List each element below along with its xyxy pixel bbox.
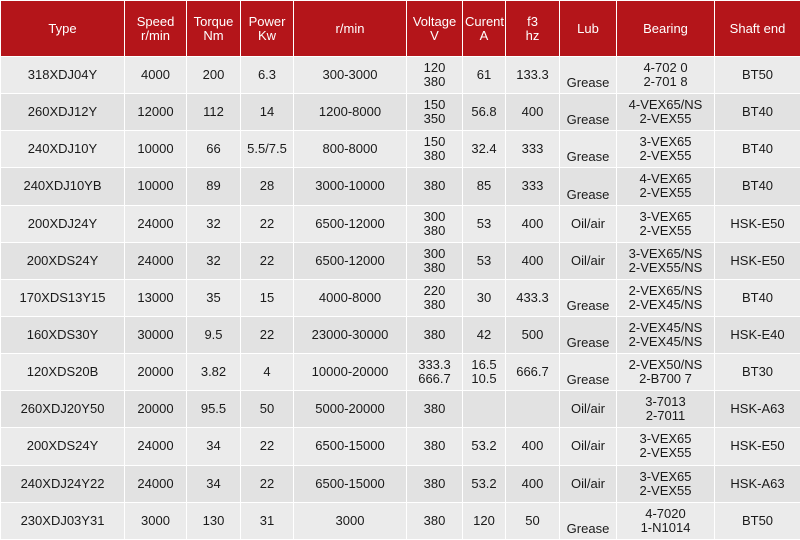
- cell-torque: 89: [187, 168, 241, 205]
- cell-speed: 20000: [125, 391, 187, 428]
- cell-shaft-end: HSK-A63: [715, 465, 800, 502]
- header-torque: Torque Nm: [187, 1, 241, 57]
- cell-current: 53: [463, 205, 506, 242]
- cell-power: 28: [241, 168, 294, 205]
- cell-power: 22: [241, 428, 294, 465]
- cell-torque: 32: [187, 242, 241, 279]
- cell-type: 170XDS13Y15: [1, 279, 125, 316]
- cell-bearing: 4-VEX65 2-VEX55: [617, 168, 715, 205]
- header-row: [1, 1, 800, 57]
- cell-power: 22: [241, 316, 294, 353]
- cell-type: 240XDJ10YB: [1, 168, 125, 205]
- table-row: [1, 279, 800, 316]
- table-row: [1, 316, 800, 353]
- header-speed: Speed r/min: [125, 1, 187, 57]
- cell-speed-range: 5000-20000: [294, 391, 407, 428]
- cell-current: 30: [463, 279, 506, 316]
- cell-bearing: 2-VEX45/NS 2-VEX45/NS: [617, 316, 715, 353]
- cell-shaft-end: HSK-E40: [715, 316, 800, 353]
- cell-torque: 9.5: [187, 316, 241, 353]
- table-row: [1, 131, 800, 168]
- cell-power: 31: [241, 502, 294, 539]
- cell-current: 120: [463, 502, 506, 539]
- table-row: [1, 391, 800, 428]
- cell-voltage: 120 380: [407, 57, 463, 94]
- cell-frequency: 333: [506, 131, 560, 168]
- cell-power: 50: [241, 391, 294, 428]
- cell-voltage: 380: [407, 465, 463, 502]
- cell-lubrication: Grease: [560, 279, 617, 316]
- cell-voltage: 300 380: [407, 242, 463, 279]
- cell-lubrication: Oil/air: [560, 428, 617, 465]
- cell-voltage: 333.3 666.7: [407, 354, 463, 391]
- cell-shaft-end: BT50: [715, 57, 800, 94]
- cell-current: 56.8: [463, 94, 506, 131]
- cell-voltage: 380: [407, 428, 463, 465]
- cell-type: 240XDJ10Y: [1, 131, 125, 168]
- cell-shaft-end: BT40: [715, 168, 800, 205]
- header-lubrication: Lub: [560, 1, 617, 57]
- cell-torque: 66: [187, 131, 241, 168]
- header-frequency: f3 hz: [506, 1, 560, 57]
- cell-type: 260XDJ20Y50: [1, 391, 125, 428]
- header-current: Curent A: [463, 1, 506, 57]
- cell-bearing: 4-7020 1-N1014: [617, 502, 715, 539]
- header-power: Power Kw: [241, 1, 294, 57]
- cell-speed-range: 6500-15000: [294, 428, 407, 465]
- table-row: [1, 465, 800, 502]
- cell-voltage: 220 380: [407, 279, 463, 316]
- cell-lubrication: Grease: [560, 94, 617, 131]
- cell-speed-range: 3000-10000: [294, 168, 407, 205]
- cell-torque: 112: [187, 94, 241, 131]
- cell-current: 53.2: [463, 465, 506, 502]
- cell-lubrication: Grease: [560, 168, 617, 205]
- cell-voltage: 380: [407, 316, 463, 353]
- cell-speed: 13000: [125, 279, 187, 316]
- cell-power: 6.3: [241, 57, 294, 94]
- cell-lubrication: Grease: [560, 57, 617, 94]
- cell-type: 200XDJ24Y: [1, 205, 125, 242]
- cell-current: 61: [463, 57, 506, 94]
- cell-speed-range: 3000: [294, 502, 407, 539]
- header-voltage: Voltage V: [407, 1, 463, 57]
- cell-speed-range: 4000-8000: [294, 279, 407, 316]
- cell-speed-range: 6500-15000: [294, 465, 407, 502]
- cell-shaft-end: BT40: [715, 131, 800, 168]
- cell-speed: 10000: [125, 168, 187, 205]
- cell-speed: 3000: [125, 502, 187, 539]
- table-row: [1, 242, 800, 279]
- header-bearing: Bearing: [617, 1, 715, 57]
- cell-bearing: 2-VEX50/NS 2-B700 7: [617, 354, 715, 391]
- cell-bearing: 4-702 0 2-701 8: [617, 57, 715, 94]
- cell-torque: 35: [187, 279, 241, 316]
- cell-speed-range: 10000-20000: [294, 354, 407, 391]
- header-type: Type: [1, 1, 125, 57]
- cell-lubrication: Grease: [560, 131, 617, 168]
- cell-speed: 12000: [125, 94, 187, 131]
- cell-speed-range: 23000-30000: [294, 316, 407, 353]
- table-row: [1, 354, 800, 391]
- cell-power: 22: [241, 242, 294, 279]
- cell-frequency: 133.3: [506, 57, 560, 94]
- cell-current: 85: [463, 168, 506, 205]
- cell-voltage: 380: [407, 391, 463, 428]
- cell-torque: 34: [187, 465, 241, 502]
- cell-voltage: 300 380: [407, 205, 463, 242]
- cell-frequency: [506, 391, 560, 428]
- cell-shaft-end: BT40: [715, 94, 800, 131]
- cell-bearing: 3-VEX65 2-VEX55: [617, 205, 715, 242]
- cell-torque: 34: [187, 428, 241, 465]
- cell-current: 53.2: [463, 428, 506, 465]
- cell-bearing: 2-VEX65/NS 2-VEX45/NS: [617, 279, 715, 316]
- cell-power: 22: [241, 465, 294, 502]
- cell-frequency: 500: [506, 316, 560, 353]
- cell-lubrication: Oil/air: [560, 391, 617, 428]
- cell-power: 4: [241, 354, 294, 391]
- cell-type: 260XDJ12Y: [1, 94, 125, 131]
- cell-frequency: 333: [506, 168, 560, 205]
- cell-bearing: 3-VEX65 2-VEX55: [617, 465, 715, 502]
- cell-frequency: 666.7: [506, 354, 560, 391]
- cell-voltage: 380: [407, 168, 463, 205]
- cell-voltage: 380: [407, 502, 463, 539]
- cell-speed: 24000: [125, 242, 187, 279]
- cell-frequency: 400: [506, 465, 560, 502]
- cell-torque: 32: [187, 205, 241, 242]
- cell-speed: 4000: [125, 57, 187, 94]
- cell-torque: 130: [187, 502, 241, 539]
- cell-shaft-end: BT50: [715, 502, 800, 539]
- cell-shaft-end: HSK-A63: [715, 391, 800, 428]
- cell-torque: 95.5: [187, 391, 241, 428]
- cell-frequency: 433.3: [506, 279, 560, 316]
- cell-voltage: 150 350: [407, 94, 463, 131]
- header-speed-range: r/min: [294, 1, 407, 57]
- cell-lubrication: Oil/air: [560, 465, 617, 502]
- cell-shaft-end: HSK-E50: [715, 205, 800, 242]
- cell-power: 14: [241, 94, 294, 131]
- cell-bearing: 3-VEX65 2-VEX55: [617, 131, 715, 168]
- cell-power: 5.5/7.5: [241, 131, 294, 168]
- cell-speed: 24000: [125, 205, 187, 242]
- cell-frequency: 50: [506, 502, 560, 539]
- cell-type: 200XDS24Y: [1, 428, 125, 465]
- cell-speed-range: 800-8000: [294, 131, 407, 168]
- cell-voltage: 150 380: [407, 131, 463, 168]
- cell-current: [463, 391, 506, 428]
- cell-bearing: 4-VEX65/NS 2-VEX55: [617, 94, 715, 131]
- header-shaft-end: Shaft end: [715, 1, 800, 57]
- cell-speed-range: 6500-12000: [294, 242, 407, 279]
- cell-current: 32.4: [463, 131, 506, 168]
- cell-shaft-end: HSK-E50: [715, 242, 800, 279]
- cell-lubrication: Grease: [560, 354, 617, 391]
- cell-shaft-end: HSK-E50: [715, 428, 800, 465]
- cell-current: 42: [463, 316, 506, 353]
- cell-type: 120XDS20B: [1, 354, 125, 391]
- cell-power: 22: [241, 205, 294, 242]
- cell-current: 53: [463, 242, 506, 279]
- table-row: [1, 168, 800, 205]
- cell-speed: 24000: [125, 465, 187, 502]
- table-row: [1, 57, 800, 94]
- cell-shaft-end: BT30: [715, 354, 800, 391]
- table-row: [1, 205, 800, 242]
- cell-frequency: 400: [506, 428, 560, 465]
- cell-type: 200XDS24Y: [1, 242, 125, 279]
- cell-frequency: 400: [506, 94, 560, 131]
- cell-type: 160XDS30Y: [1, 316, 125, 353]
- cell-lubrication: Oil/air: [560, 205, 617, 242]
- cell-frequency: 400: [506, 205, 560, 242]
- cell-type: 318XDJ04Y: [1, 57, 125, 94]
- cell-speed: 30000: [125, 316, 187, 353]
- table-row: [1, 94, 800, 131]
- cell-speed-range: 300-3000: [294, 57, 407, 94]
- cell-shaft-end: BT40: [715, 279, 800, 316]
- cell-lubrication: Grease: [560, 502, 617, 539]
- cell-speed: 24000: [125, 428, 187, 465]
- cell-current: 16.5 10.5: [463, 354, 506, 391]
- cell-speed-range: 6500-12000: [294, 205, 407, 242]
- cell-torque: 3.82: [187, 354, 241, 391]
- cell-speed: 10000: [125, 131, 187, 168]
- cell-power: 15: [241, 279, 294, 316]
- cell-speed-range: 1200-8000: [294, 94, 407, 131]
- table-row: [1, 502, 800, 539]
- cell-torque: 200: [187, 57, 241, 94]
- cell-speed: 20000: [125, 354, 187, 391]
- cell-bearing: 3-VEX65/NS 2-VEX55/NS: [617, 242, 715, 279]
- cell-type: 230XDJ03Y31: [1, 502, 125, 539]
- table-body: [1, 57, 800, 540]
- cell-lubrication: Grease: [560, 316, 617, 353]
- cell-bearing: 3-7013 2-7011: [617, 391, 715, 428]
- cell-lubrication: Oil/air: [560, 242, 617, 279]
- cell-frequency: 400: [506, 242, 560, 279]
- table-row: [1, 428, 800, 465]
- cell-type: 240XDJ24Y22: [1, 465, 125, 502]
- cell-bearing: 3-VEX65 2-VEX55: [617, 428, 715, 465]
